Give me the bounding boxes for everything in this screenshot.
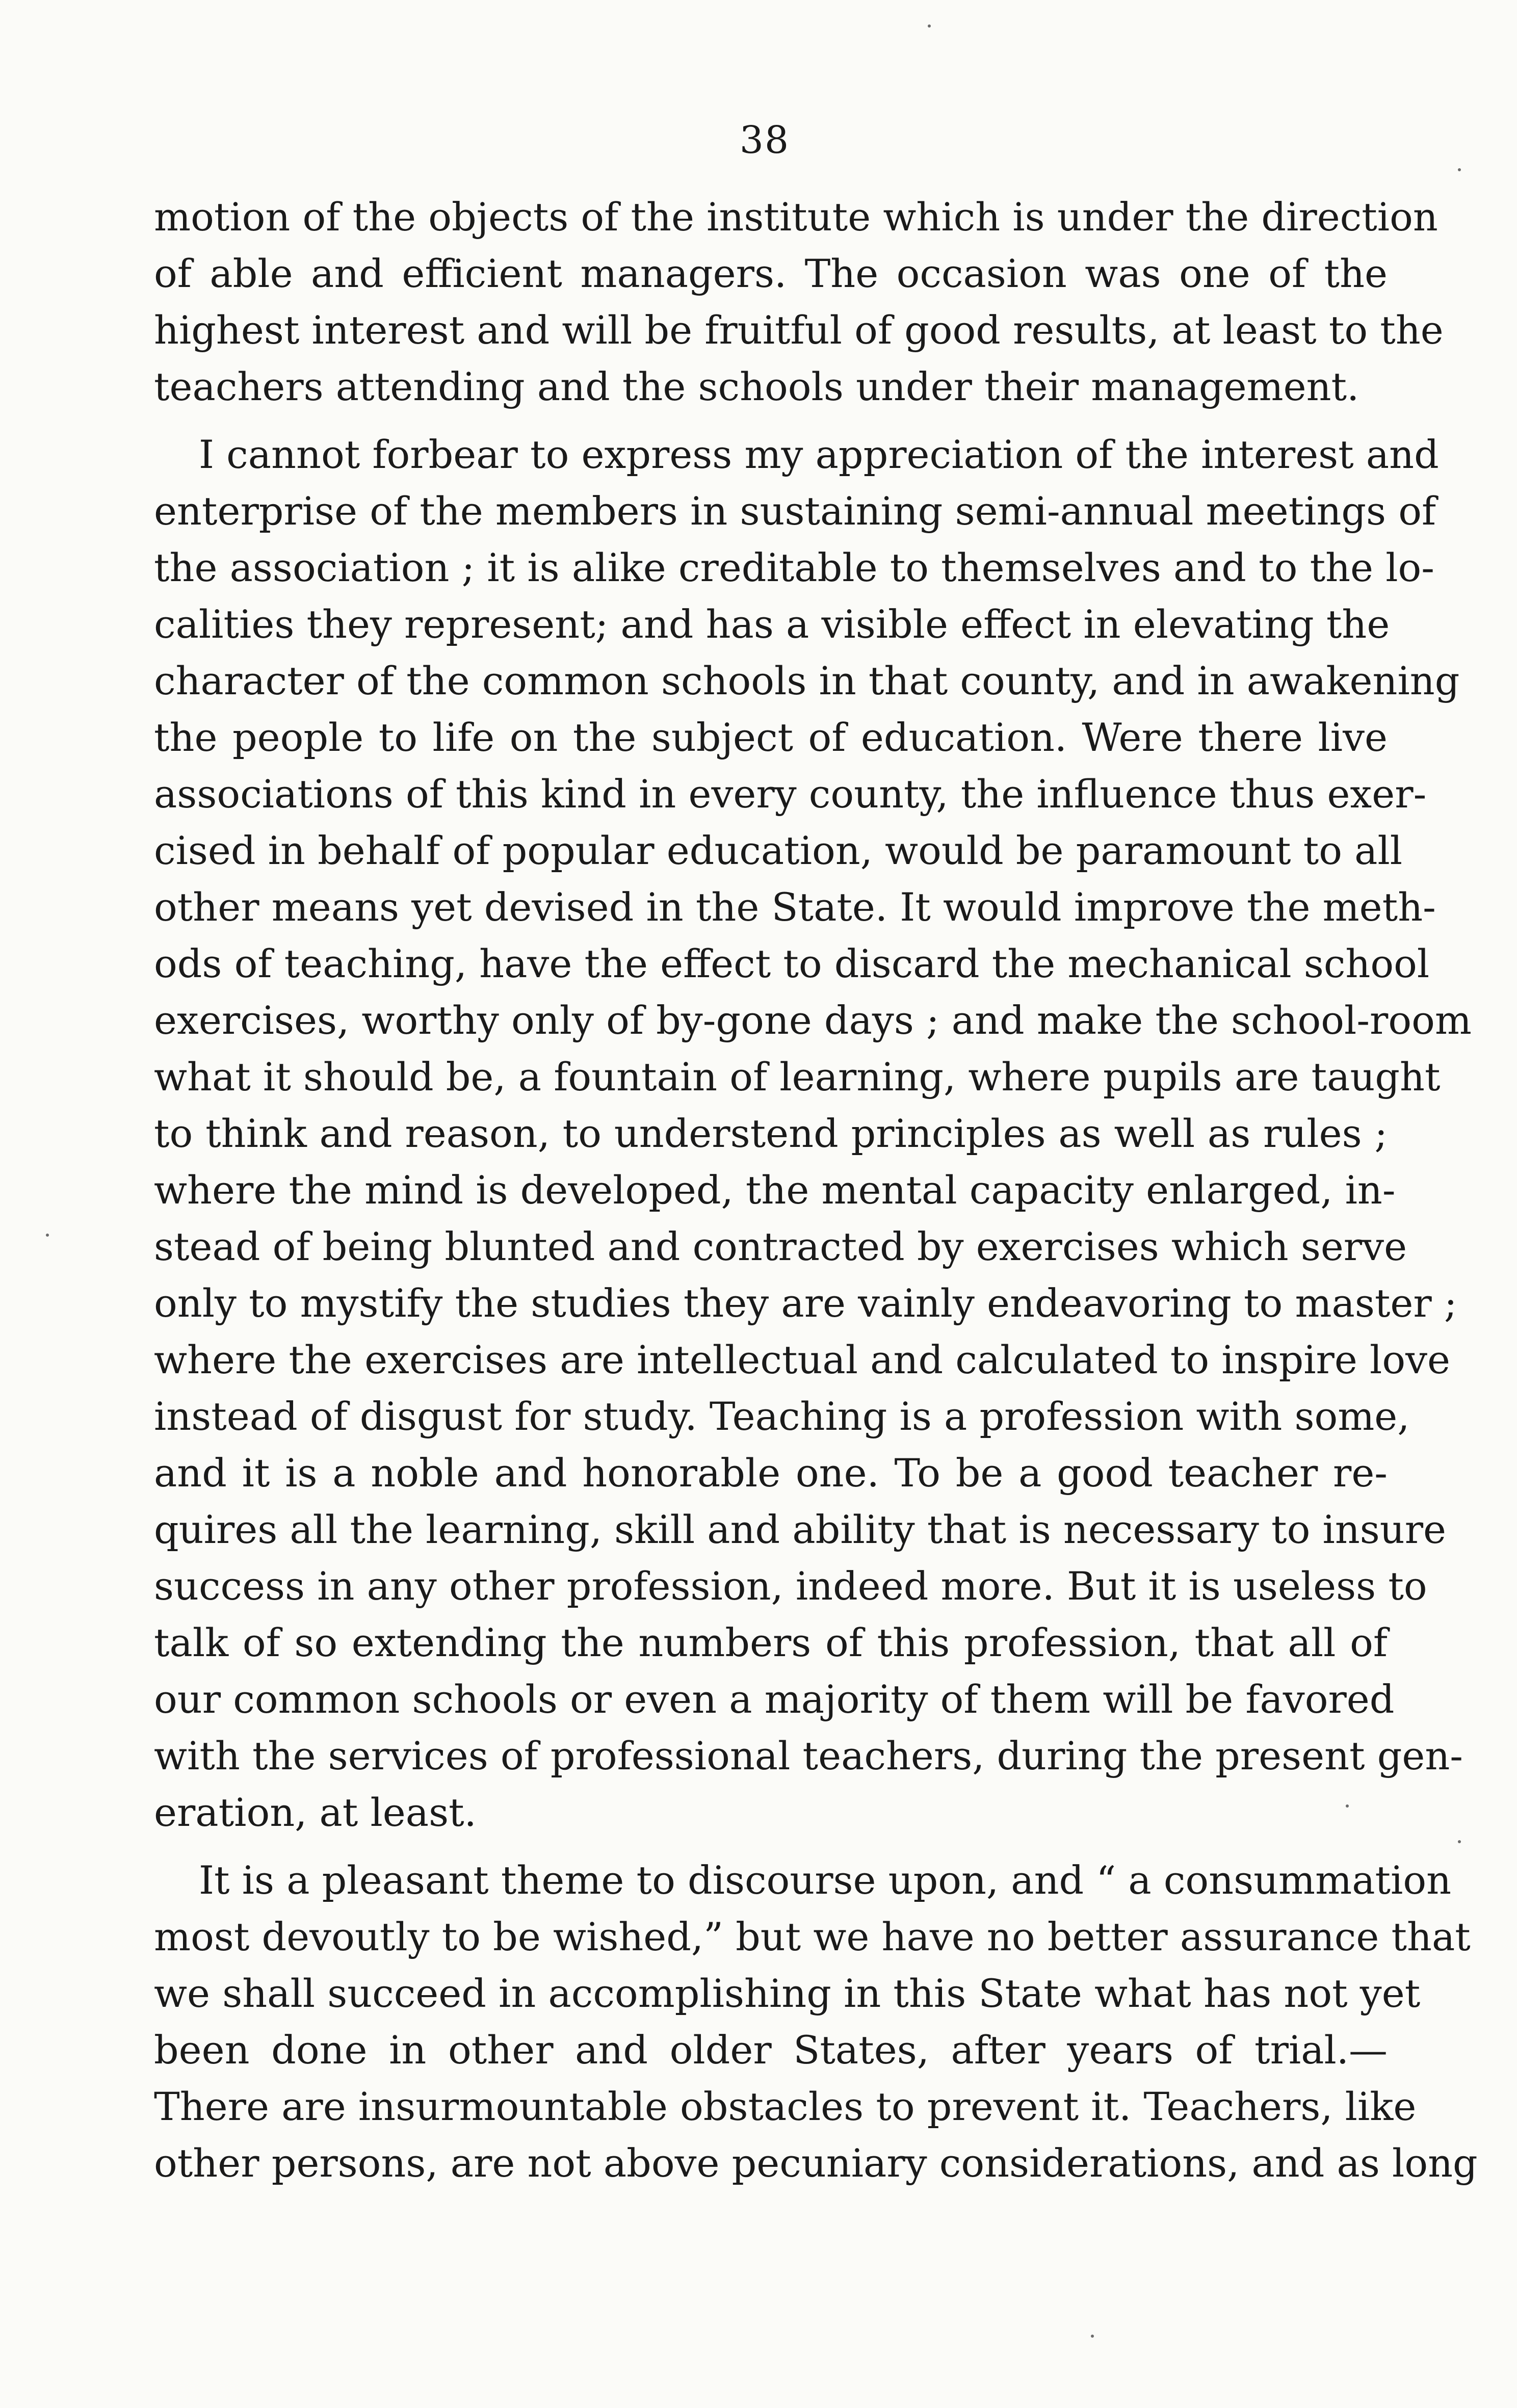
scan-speck: [1458, 168, 1461, 171]
text-line: character of the common schools in that county, and in awakening: [154, 658, 1460, 703]
text-line: where the exercises are intellectual and calculated to inspire love: [154, 1337, 1450, 1382]
text-line: other means yet devised in the State. It would improve the meth-: [154, 884, 1436, 930]
text-line: calities they represent; and has a visible effect in elevating the: [154, 601, 1390, 647]
text-line: been done in other and older States, after years of trial.—: [154, 2027, 1388, 2073]
text-line: enterprise of the members in sustaining semi-annual meetings of: [154, 488, 1436, 534]
text-line: the association ; it is alike creditable to themselves and to the lo-: [154, 545, 1434, 590]
text-line: motion of the objects of the institute which is under the direction: [154, 194, 1438, 240]
text-line: what it should be, a fountain of learning, where pupils are taught: [154, 1054, 1441, 1100]
text-line: exercises, worthy only of by-gone days ; and make the school-room: [154, 998, 1472, 1043]
text-line: with the services of professional teachers, during the present gen-: [154, 1733, 1463, 1778]
scan-speck: [1458, 1840, 1461, 1843]
paragraph-1: [154, 189, 1444, 415]
text-line: where the mind is developed, the mental capacity enlarged, in-: [154, 1167, 1396, 1213]
text-line: ods of teaching, have the effect to discard the mechanical school: [154, 941, 1430, 986]
text-line: talk of so extending the numbers of this profession, that all of: [154, 1620, 1388, 1665]
paragraph-2: [154, 426, 1472, 1841]
text-line: of able and efficient managers. The occasion was one of the: [154, 251, 1388, 296]
text-line: we shall succeed in accomplishing in this State what has not yet: [154, 1971, 1421, 2016]
paragraph-3: [154, 1852, 1478, 2191]
text-line: and it is a noble and honorable one. To be a good teacher re-: [154, 1450, 1388, 1496]
text-line: There are insurmountable obstacles to prevent it. Teachers, like: [154, 2084, 1417, 2129]
scan-speck: [1091, 2335, 1094, 2338]
text-line: other persons, are not above pecuniary considerations, and as long: [154, 2140, 1478, 2186]
text-line: only to mystify the studies they are vainly endeavoring to master ;: [154, 1280, 1457, 1326]
text-line: eration, at least.: [154, 1790, 477, 1835]
text-line: I cannot forbear to express my appreciation of the interest and: [199, 432, 1439, 477]
text-line: It is a pleasant theme to discourse upon, and “ a consummation: [199, 1857, 1452, 1903]
text-line: quires all the learning, skill and ability that is necessary to insure: [154, 1507, 1447, 1552]
scan-speck: [1346, 1804, 1349, 1808]
text-line: highest interest and will be fruitful of good results, at least to the: [154, 307, 1444, 353]
scan-speck: [928, 24, 931, 28]
scan-speck: [46, 1234, 49, 1237]
text-line: our common schools or even a majority of them will be favored: [154, 1677, 1395, 1722]
text-line: stead of being blunted and contracted by exercises which serve: [154, 1224, 1407, 1269]
text-line: instead of disgust for study. Teaching is a profession with some,: [154, 1394, 1410, 1439]
text-line: cised in behalf of popular education, would be paramount to all: [154, 828, 1403, 873]
text-line: the people to life on the subject of education. Were there live: [154, 715, 1388, 760]
text-line: teachers attending and the schools under their management.: [154, 364, 1359, 409]
body-text: [154, 189, 1478, 2203]
text-line: most devoutly to be wished,” but we have no better assurance that: [154, 1914, 1471, 1959]
page-number: 38: [739, 118, 790, 162]
text-line: to think and reason, to understend principles as well as rules ;: [154, 1111, 1388, 1156]
text-line: associations of this kind in every county, the influence thus exer-: [154, 771, 1427, 817]
text-line: success in any other profession, indeed more. But it is useless to: [154, 1563, 1427, 1609]
